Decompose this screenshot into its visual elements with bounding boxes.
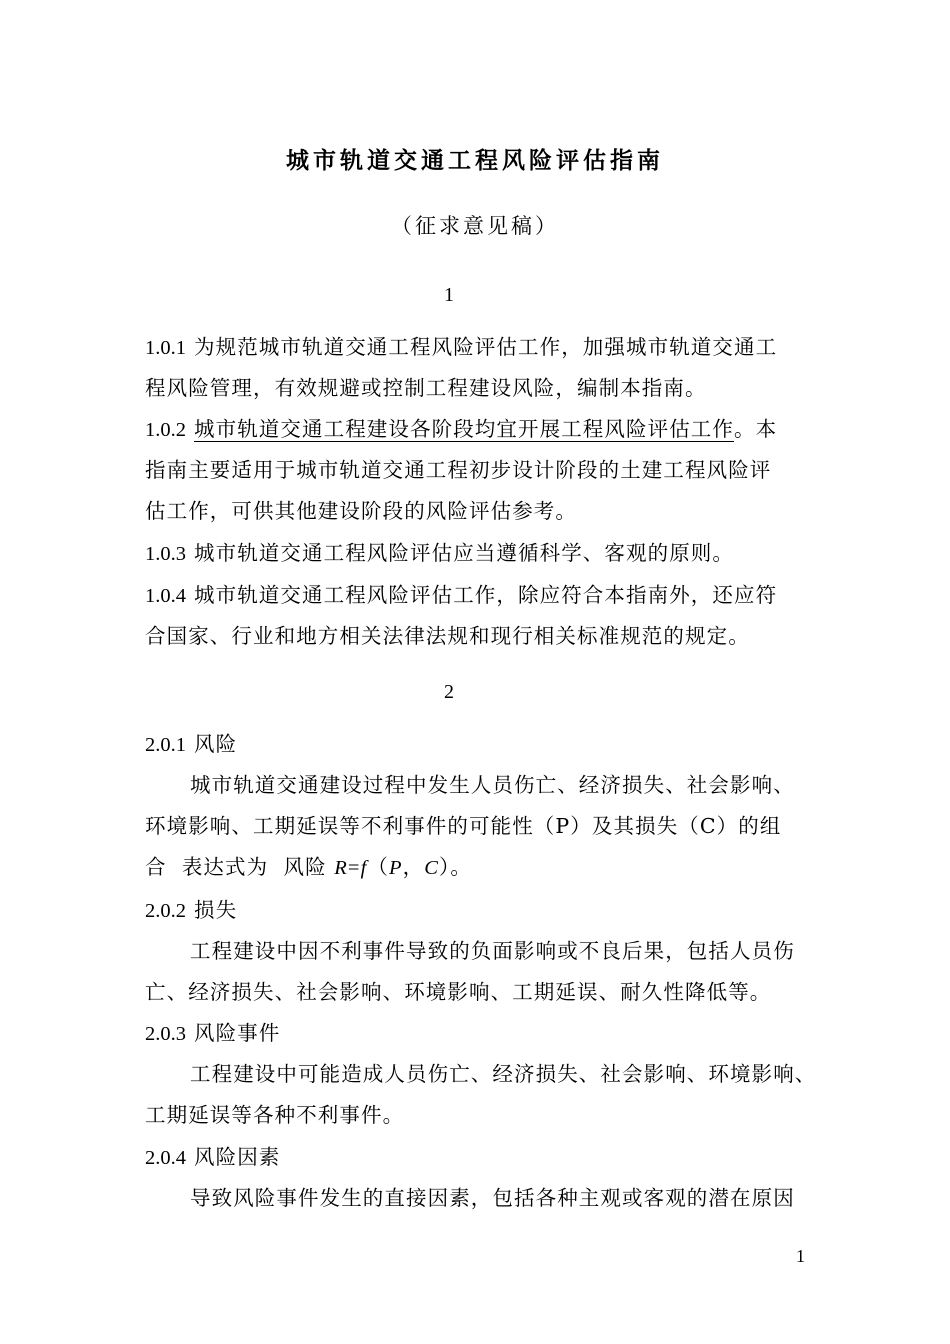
- section-heading-1: [0, 282, 950, 307]
- formula-paren-close: ）。: [439, 855, 472, 879]
- term-2-0-2: [145, 893, 807, 923]
- term-name: 损失: [194, 898, 238, 922]
- definition-text: 导致风险事件发生的直接因素，包括各种主观或客观的潜在原因: [190, 1186, 795, 1210]
- term-name: 风险: [194, 732, 238, 756]
- page-number: 1: [796, 1246, 805, 1266]
- underlined-clause-text: 城市轨道交通工程建设各阶段均宜开展工程风险评估工作: [194, 417, 734, 441]
- risk-formula-line: [145, 850, 807, 880]
- formula-equals: =: [347, 857, 361, 879]
- clause-number: 1.0.2: [145, 419, 186, 441]
- term-name: 风险因素: [194, 1145, 281, 1169]
- document-subtitle: （征求意见稿）: [391, 214, 559, 238]
- clause-1-0-3: [145, 536, 807, 566]
- clause-number: 1.0.3: [145, 543, 186, 565]
- term-definition: [190, 768, 807, 798]
- document-title: 城市轨道交通工程风险评估指南: [286, 147, 664, 174]
- term-definition-cont: [145, 1098, 807, 1128]
- definition-text: 工程建设中可能造成人员伤亡、经济损失、社会影响、环境影响、: [190, 1062, 817, 1086]
- term-2-0-3: [145, 1016, 807, 1046]
- term-definition: [190, 1181, 807, 1211]
- clause-1-0-1: [145, 330, 807, 360]
- formula-comma: ，: [402, 855, 425, 879]
- formula-variable-c: C: [424, 857, 440, 879]
- clause-text: 城市轨道交通工程风险评估应当遵循科学、客观的原则。: [194, 541, 734, 565]
- term-definition-cont: [145, 975, 807, 1005]
- clause-text: 程风险管理，有效规避或控制工程建设风险，编制本指南。: [145, 376, 707, 400]
- clause-text: 。本: [734, 417, 778, 441]
- definition-text: 亡、经济损失、社会影响、环境影响、工期延误、耐久性降低等。: [145, 980, 772, 1004]
- clause-text: 合国家、行业和地方相关法律法规和现行相关标准规范的规定。: [145, 624, 750, 648]
- section-heading-2: [0, 679, 950, 704]
- definition-text: 工程建设中因不利事件导致的负面影响或不良后果，包括人员伤: [190, 939, 795, 963]
- clause-text: 指南主要适用于城市轨道交通工程初步设计阶段的土建工程风险评: [145, 458, 772, 482]
- clause-text: 估工作，可供其他建设阶段的风险评估参考。: [145, 499, 577, 523]
- clause-text: 为规范城市轨道交通工程风险评估工作，加强城市轨道交通工: [194, 335, 778, 359]
- formula-variable-r: R: [334, 857, 348, 879]
- clause-number: 1.0.4: [145, 585, 186, 607]
- clause-1-0-1-cont: [145, 371, 807, 401]
- term-definition: [190, 934, 807, 964]
- term-number: 2.0.1: [145, 734, 186, 756]
- term-definition-cont: [145, 809, 807, 839]
- definition-text: 环境影响、工期延误等不利事件的可能性（P）及其损失（C）的组: [145, 814, 782, 838]
- formula-variable-p: P: [389, 857, 403, 879]
- term-number: 2.0.4: [145, 1147, 186, 1169]
- formula-function-f: f: [360, 857, 368, 879]
- term-name: 风险事件: [194, 1021, 281, 1045]
- definition-text: 工期延误等各种不利事件。: [145, 1103, 405, 1127]
- definition-text: 合 表达式为 风险: [145, 855, 327, 879]
- clause-1-0-4: [145, 578, 807, 608]
- clause-1-0-2-cont: [145, 494, 807, 524]
- definition-text: 城市轨道交通建设过程中发生人员伤亡、经济损失、社会影响、: [190, 773, 795, 797]
- clause-1-0-4-cont: [145, 619, 807, 649]
- clause-number: 1.0.1: [145, 337, 186, 359]
- term-2-0-4: [145, 1140, 807, 1170]
- clause-1-0-2-cont: [145, 453, 807, 483]
- clause-1-0-2: [145, 412, 807, 442]
- term-number: 2.0.2: [145, 900, 186, 922]
- formula-paren-open: （: [367, 855, 389, 879]
- clause-text: 城市轨道交通工程风险评估工作，除应符合本指南外，还应符: [194, 583, 778, 607]
- section-number: 1: [444, 284, 454, 306]
- term-2-0-1: [145, 727, 807, 757]
- section-number: 2: [444, 681, 454, 703]
- term-number: 2.0.3: [145, 1023, 186, 1045]
- term-definition: [190, 1057, 817, 1087]
